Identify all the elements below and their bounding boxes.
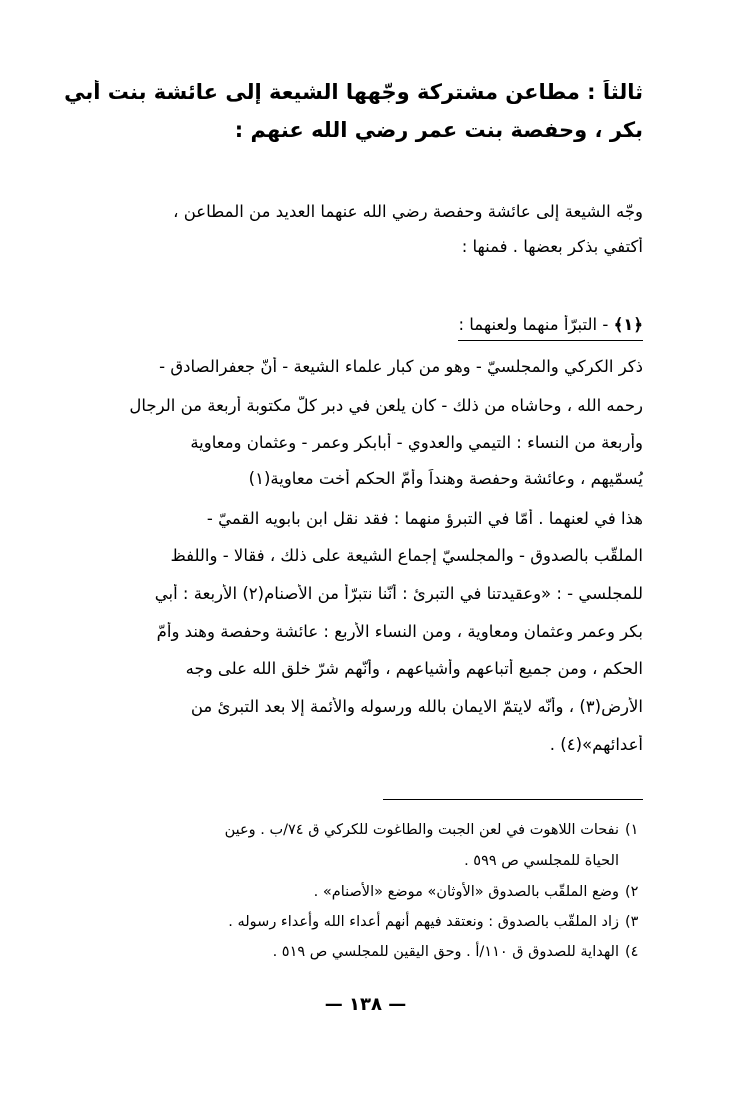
subsection-title: - التبرّأ منهما ولعنهما : bbox=[458, 315, 609, 334]
intro-line-2: أكتفي بذكر بعضها . فمنها : bbox=[461, 237, 643, 256]
footnote-text: وضع الملقّب بالصدوق «الأوثان» موضع «الأصنام» . bbox=[313, 884, 619, 900]
footnote-item bbox=[58, 884, 645, 900]
footnote-number: ٣) bbox=[625, 914, 639, 930]
footnote-text: الهداية للصدوق ق ١١٠/أ . وحق اليقين للمجلسي ص ٥١٩ . bbox=[272, 944, 619, 960]
body-line: للمجلسي - : «وعقيدتنا في التبرئ : أنّنا نتبرّأ من الأصنام(٢) الأربعة : أبي bbox=[154, 584, 643, 603]
body-line: بكر وعمر وعثمان ومعاوية ، ومن النساء الأربع : عائشة وحفصة وهند وأمّ bbox=[156, 622, 643, 641]
intro-line-1: وجّه الشيعة إلى عائشة وحفصة رضي الله عنهما العديد من المطاعن ، bbox=[173, 202, 643, 221]
footnote-text: زاد الملقّب بالصدوق : ونعتقد فيهم أنهم أعداء الله وأعداء رسوله . bbox=[228, 914, 619, 930]
footnote-text: نفحات اللاهوت في لعن الجبت والطاغوت للكركي ق ٧٤/ب . وعين bbox=[224, 822, 619, 838]
body-line: الحكم ، ومن جميع أتباعهم وأشياعهم ، وأنّهم شرّ خلق الله على وجه bbox=[185, 659, 643, 678]
footnote-number: ٤) bbox=[625, 944, 639, 960]
body-line: أعدائهم»(٤) . bbox=[549, 735, 643, 754]
footnote-item bbox=[58, 914, 645, 930]
section-heading-line-2: بكر ، وحفصة بنت عمر رضي الله عنهم : bbox=[234, 118, 643, 142]
body-line: وأربعة من النساء : التيمي والعدوي - أبابكر وعمر - وعثمان ومعاوية bbox=[190, 433, 643, 452]
section-heading-line-1: ثالثاً : مطاعن مشتركة وجّهها الشيعة إلى عائشة بنت أبي bbox=[64, 80, 643, 104]
body-line: يُسمّيهم ، وعائشة وحفصة وهنداً وأمّ الحكم أخت معاوية(١) bbox=[248, 469, 643, 488]
subsection-number: ﴿١﴾ bbox=[613, 315, 643, 334]
footnote-item bbox=[58, 944, 645, 960]
footnote-number: ١) bbox=[625, 822, 639, 838]
page-number: — ١٣٨ — bbox=[324, 994, 407, 1015]
body-line: رحمه الله ، وحاشاه من ذلك - كان يلعن في دبر كلّ مكتوبة أربعة من الرجال bbox=[129, 396, 643, 415]
body-line: هذا في لعنهما . أمّا في التبرؤ منهما : فقد نقل ابن بابويه القميّ - bbox=[206, 509, 643, 528]
footnote-text: الحياة للمجلسي ص ٥٩٩ . bbox=[464, 853, 619, 869]
subsection-heading bbox=[58, 315, 643, 341]
body-line: ذكر الكركي والمجلسيّ - وهو من كبار علماء الشيعة - أنّ جعفرالصادق - bbox=[159, 357, 643, 376]
footnote-number: ٢) bbox=[625, 884, 639, 900]
body-line: الملقّب بالصدوق - والمجلسيّ إجماع الشيعة على ذلك ، فقالا - واللفظ bbox=[170, 546, 643, 565]
footnote-item bbox=[58, 822, 645, 838]
body-line: الأرض(٣) ، وأنّه لايتمّ الايمان بالله ورسوله والأئمة إلا بعد التبرئ من bbox=[190, 697, 643, 716]
footnote-separator bbox=[383, 799, 643, 800]
subsection-title-wrapper bbox=[458, 315, 643, 341]
footnote-item bbox=[58, 853, 645, 869]
